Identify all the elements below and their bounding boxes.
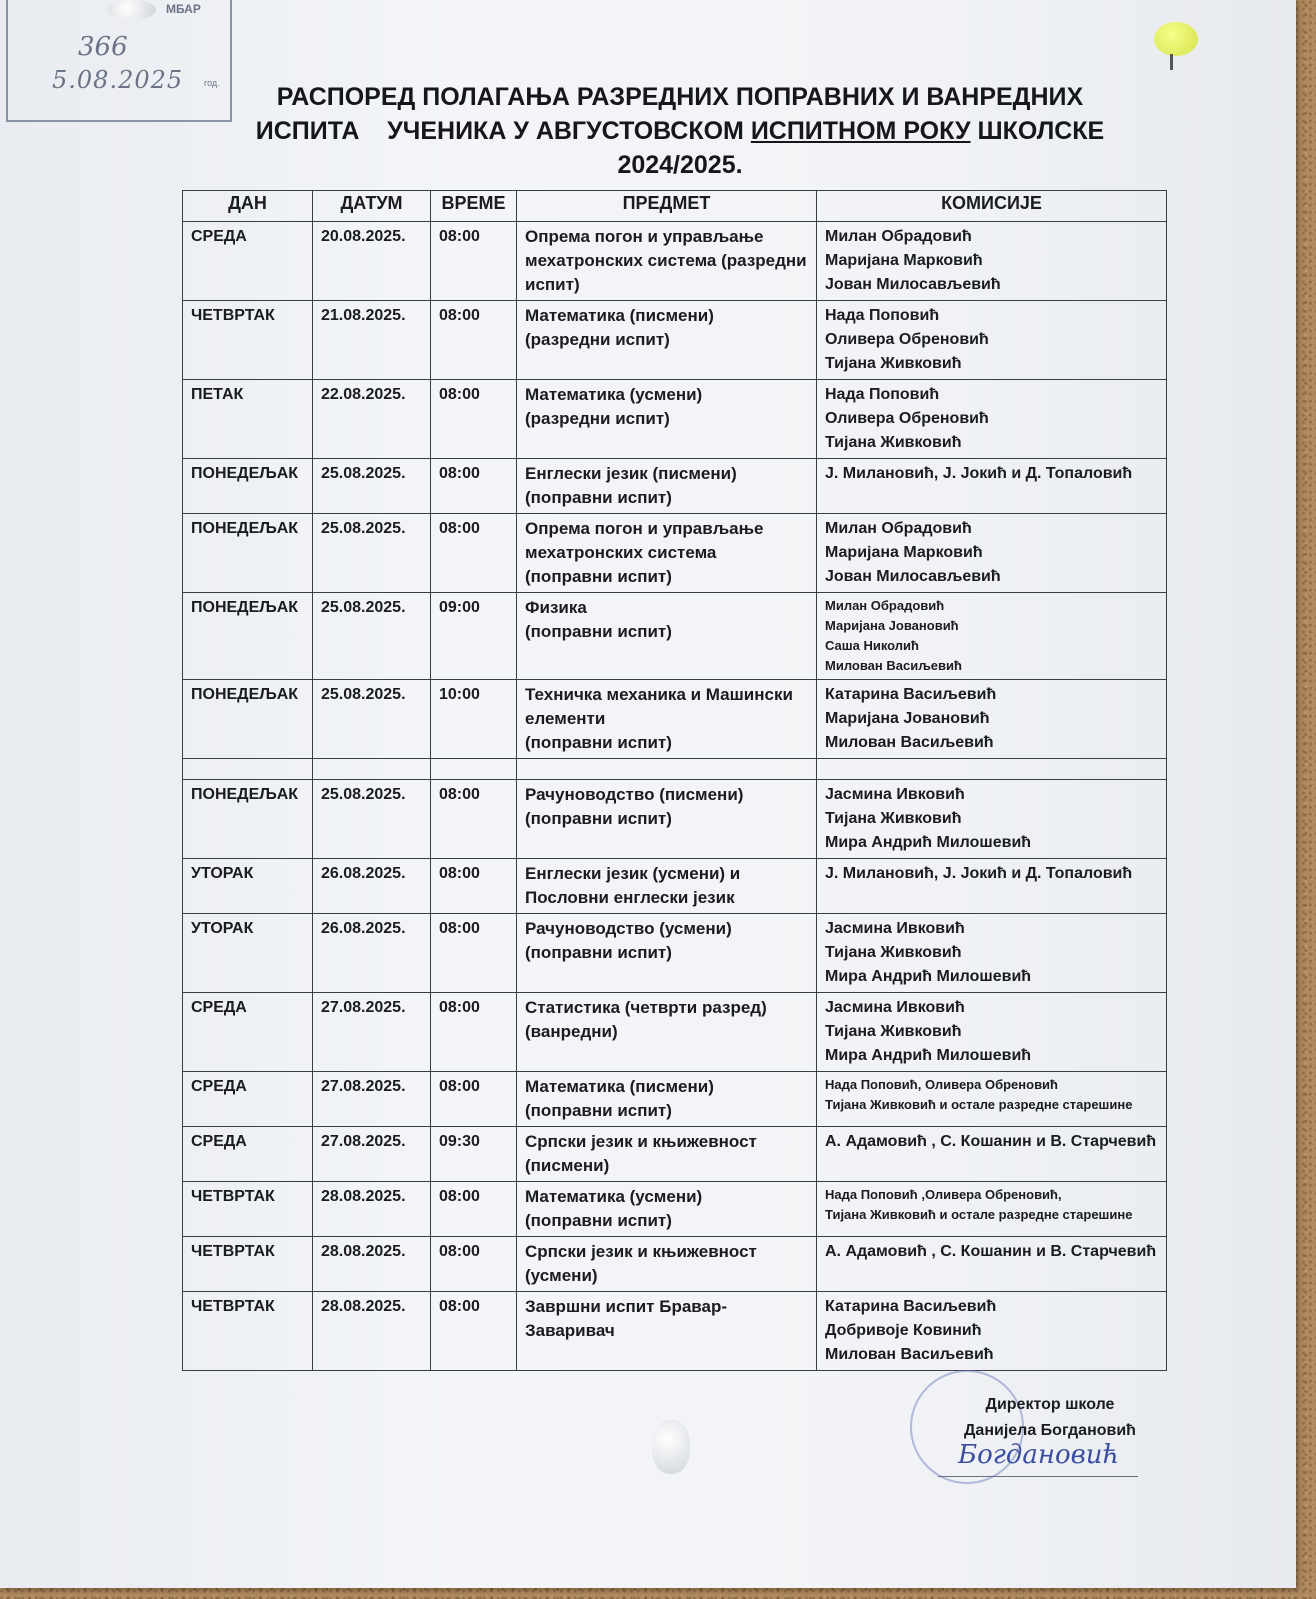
- cell-committee: А. Адамовић , С. Кошанин и В. Старчевић: [817, 1237, 1167, 1292]
- header-date: ДАТУМ: [313, 191, 431, 222]
- cell-subject: Математика (усмени) (поправни испит): [517, 1182, 817, 1237]
- title-line-2-start: ИСПИТА УЧЕНИКА У АВГУСТОВСКОМ: [255, 117, 751, 145]
- cell-subject: Математика (писмени) (разредни испит): [517, 301, 817, 380]
- cell-subject: Математика (усмени) (разредни испит): [517, 380, 817, 459]
- empty-cell: [313, 759, 431, 780]
- cell-committee: Јасмина Ивковић Тијана Живковић Мира Андрић Милошевић: [817, 780, 1167, 859]
- cell-time: 08:00: [431, 1182, 517, 1237]
- handwritten-signature: Богдановић: [958, 1440, 1120, 1470]
- cell-day: СРЕДА: [183, 993, 313, 1072]
- stamp-number: 366: [78, 32, 128, 62]
- empty-cell: [431, 759, 517, 780]
- cell-day: СРЕДА: [183, 1072, 313, 1127]
- cell-subject: Српски језик и књижевност (писмени): [517, 1127, 817, 1182]
- pushpin-bottom: [652, 1420, 690, 1474]
- header-subject: ПРЕДМЕТ: [517, 191, 817, 222]
- cell-date: 25.08.2025.: [313, 514, 431, 593]
- stamp-year-label: год.: [204, 78, 220, 88]
- cell-committee: Милан Обрадовић Маријана Јовановић Саша Николић Милован Васиљевић: [817, 593, 1167, 680]
- signature-block: [940, 1392, 1160, 1444]
- cell-date: 25.08.2025.: [313, 680, 431, 759]
- table-row: [183, 1072, 1167, 1127]
- cell-committee: Јасмина Ивковић Тијана Живковић Мира Андрић Милошевић: [817, 993, 1167, 1072]
- pushpin-yellow-stem: [1170, 54, 1173, 70]
- cell-date: 28.08.2025.: [313, 1237, 431, 1292]
- table-row: [183, 514, 1167, 593]
- cell-date: 21.08.2025.: [313, 301, 431, 380]
- cell-time: 08:00: [431, 1237, 517, 1292]
- cell-subject: Рачуноводство (писмени) (поправни испит): [517, 780, 817, 859]
- table-row: [183, 680, 1167, 759]
- cell-committee: Милан Обрадовић Маријана Марковић Јован Милосављевић: [817, 514, 1167, 593]
- stamp-date: 5.08.2025: [52, 66, 184, 94]
- cell-day: СРЕДА: [183, 1127, 313, 1182]
- cell-subject: Енглески језик (писмени) (поправни испит): [517, 459, 817, 514]
- signature-line: [938, 1476, 1138, 1477]
- cell-day: ПЕТАК: [183, 380, 313, 459]
- table-row: [183, 459, 1167, 514]
- cell-date: 25.08.2025.: [313, 459, 431, 514]
- cell-date: 22.08.2025.: [313, 380, 431, 459]
- cell-committee: Катарина Васиљевић Добривоје Ковинић Милован Васиљевић: [817, 1292, 1167, 1371]
- table-body: [183, 222, 1167, 1371]
- cell-time: 08:00: [431, 1292, 517, 1371]
- title-line-1: РАСПОРЕД ПОЛАГАЊА РАЗРЕДНИХ ПОПРАВНИХ И ВАНРЕДНИХ: [276, 83, 1084, 111]
- cell-day: ПОНЕДЕЉАК: [183, 593, 313, 680]
- header-time: ВРЕМЕ: [431, 191, 517, 222]
- cell-day: УТОРАК: [183, 859, 313, 914]
- cell-subject: Рачуноводство (усмени) (поправни испит): [517, 914, 817, 993]
- empty-cell: [517, 759, 817, 780]
- cell-time: 08:00: [431, 993, 517, 1072]
- title-line-3: 2024/2025.: [617, 151, 743, 179]
- cell-day: ПОНЕДЕЉАК: [183, 514, 313, 593]
- cell-time: 08:00: [431, 380, 517, 459]
- cell-time: 09:30: [431, 1127, 517, 1182]
- table-row: [183, 222, 1167, 301]
- table-row: [183, 1127, 1167, 1182]
- cell-day: УТОРАК: [183, 914, 313, 993]
- director-role: Директор школе: [985, 1396, 1115, 1413]
- cell-date: 27.08.2025.: [313, 1127, 431, 1182]
- table-row: [183, 993, 1167, 1072]
- cell-time: 08:00: [431, 301, 517, 380]
- cell-time: 08:00: [431, 459, 517, 514]
- cell-committee: Нада Поповић, Оливера Обреновић Тијана Живковић и остале разредне старешине: [817, 1072, 1167, 1127]
- cell-date: 28.08.2025.: [313, 1292, 431, 1371]
- cell-day: ПОНЕДЕЉАК: [183, 680, 313, 759]
- cell-time: 08:00: [431, 914, 517, 993]
- cell-subject: Српски језик и књижевност (усмени): [517, 1237, 817, 1292]
- cell-date: 26.08.2025.: [313, 859, 431, 914]
- cell-committee: Јасмина Ивковић Тијана Живковић Мира Андрић Милошевић: [817, 914, 1167, 993]
- cell-day: ЧЕТВРТАК: [183, 301, 313, 380]
- table-row: [183, 859, 1167, 914]
- cell-committee: Нада Поповић ,Оливера Обреновић, Тијана Живковић и остале разредне старешине: [817, 1182, 1167, 1237]
- cell-time: 09:00: [431, 593, 517, 680]
- cell-day: ЧЕТВРТАК: [183, 1237, 313, 1292]
- cell-date: 27.08.2025.: [313, 1072, 431, 1127]
- cell-subject: Статистика (четврти разред) (ванредни): [517, 993, 817, 1072]
- cell-day: ЧЕТВРТАК: [183, 1182, 313, 1237]
- cell-committee: Милан Обрадовић Маријана Марковић Јован Милосављевић: [817, 222, 1167, 301]
- empty-cell: [183, 759, 313, 780]
- page-title: [200, 80, 1160, 182]
- title-line-2-underlined: ИСПИТНОМ РОКУ: [750, 117, 971, 145]
- cell-date: 20.08.2025.: [313, 222, 431, 301]
- table-row: [183, 1182, 1167, 1237]
- cell-committee: А. Адамовић , С. Кошанин и В. Старчевић: [817, 1127, 1167, 1182]
- cell-day: ЧЕТВРТАК: [183, 1292, 313, 1371]
- cell-day: ПОНЕДЕЉАК: [183, 459, 313, 514]
- table-row: [183, 914, 1167, 993]
- header-day: ДАН: [183, 191, 313, 222]
- pushpin-top: [108, 0, 156, 20]
- director-name: Данијела Богдановић: [964, 1422, 1136, 1439]
- table-row: [183, 593, 1167, 680]
- cell-subject: Физика (поправни испит): [517, 593, 817, 680]
- table-header-row: [183, 191, 1167, 222]
- cell-subject: Опрема погон и управљање мехатронских система (разредни испит): [517, 222, 817, 301]
- table-row: [183, 301, 1167, 380]
- cell-time: 10:00: [431, 680, 517, 759]
- exam-schedule-table: [182, 190, 1167, 1371]
- cell-time: 08:00: [431, 222, 517, 301]
- cell-day: СРЕДА: [183, 222, 313, 301]
- stamp-top-word: МБАР: [166, 2, 201, 16]
- cell-committee: Нада Поповић Оливера Обреновић Тијана Живковић: [817, 380, 1167, 459]
- cell-time: 08:00: [431, 859, 517, 914]
- cell-date: 27.08.2025.: [313, 993, 431, 1072]
- table-row: [183, 380, 1167, 459]
- table-row-empty: [183, 759, 1167, 780]
- cell-date: 28.08.2025.: [313, 1182, 431, 1237]
- cell-date: 26.08.2025.: [313, 914, 431, 993]
- cell-committee: Ј. Милановић, Ј. Јокић и Д. Топаловић: [817, 859, 1167, 914]
- pushpin-yellow: [1154, 22, 1198, 56]
- empty-cell: [817, 759, 1167, 780]
- table-row: [183, 1237, 1167, 1292]
- cell-committee: Ј. Милановић, Ј. Јокић и Д. Топаловић: [817, 459, 1167, 514]
- cell-subject: Завршни испит Бравар-Заваривач: [517, 1292, 817, 1371]
- cell-committee: Нада Поповић Оливера Обреновић Тијана Живковић: [817, 301, 1167, 380]
- cell-time: 08:00: [431, 514, 517, 593]
- table-row: [183, 780, 1167, 859]
- cell-date: 25.08.2025.: [313, 780, 431, 859]
- cell-day: ПОНЕДЕЉАК: [183, 780, 313, 859]
- cell-subject: Енглески језик (усмени) и Пословни енглески језик: [517, 859, 817, 914]
- cell-time: 08:00: [431, 1072, 517, 1127]
- table-row: [183, 1292, 1167, 1371]
- title-line-2-end: ШКОЛСКЕ: [970, 117, 1105, 145]
- cell-subject: Техничка механика и Машински елементи (поправни испит): [517, 680, 817, 759]
- cell-committee: Катарина Васиљевић Маријана Јовановић Милован Васиљевић: [817, 680, 1167, 759]
- title-line-2: [200, 114, 1160, 148]
- header-committee: КОМИСИЈЕ: [817, 191, 1167, 222]
- cell-time: 08:00: [431, 780, 517, 859]
- cell-date: 25.08.2025.: [313, 593, 431, 680]
- cell-subject: Математика (писмени) (поправни испит): [517, 1072, 817, 1127]
- cell-subject: Опрема погон и управљање мехатронских система (поправни испит): [517, 514, 817, 593]
